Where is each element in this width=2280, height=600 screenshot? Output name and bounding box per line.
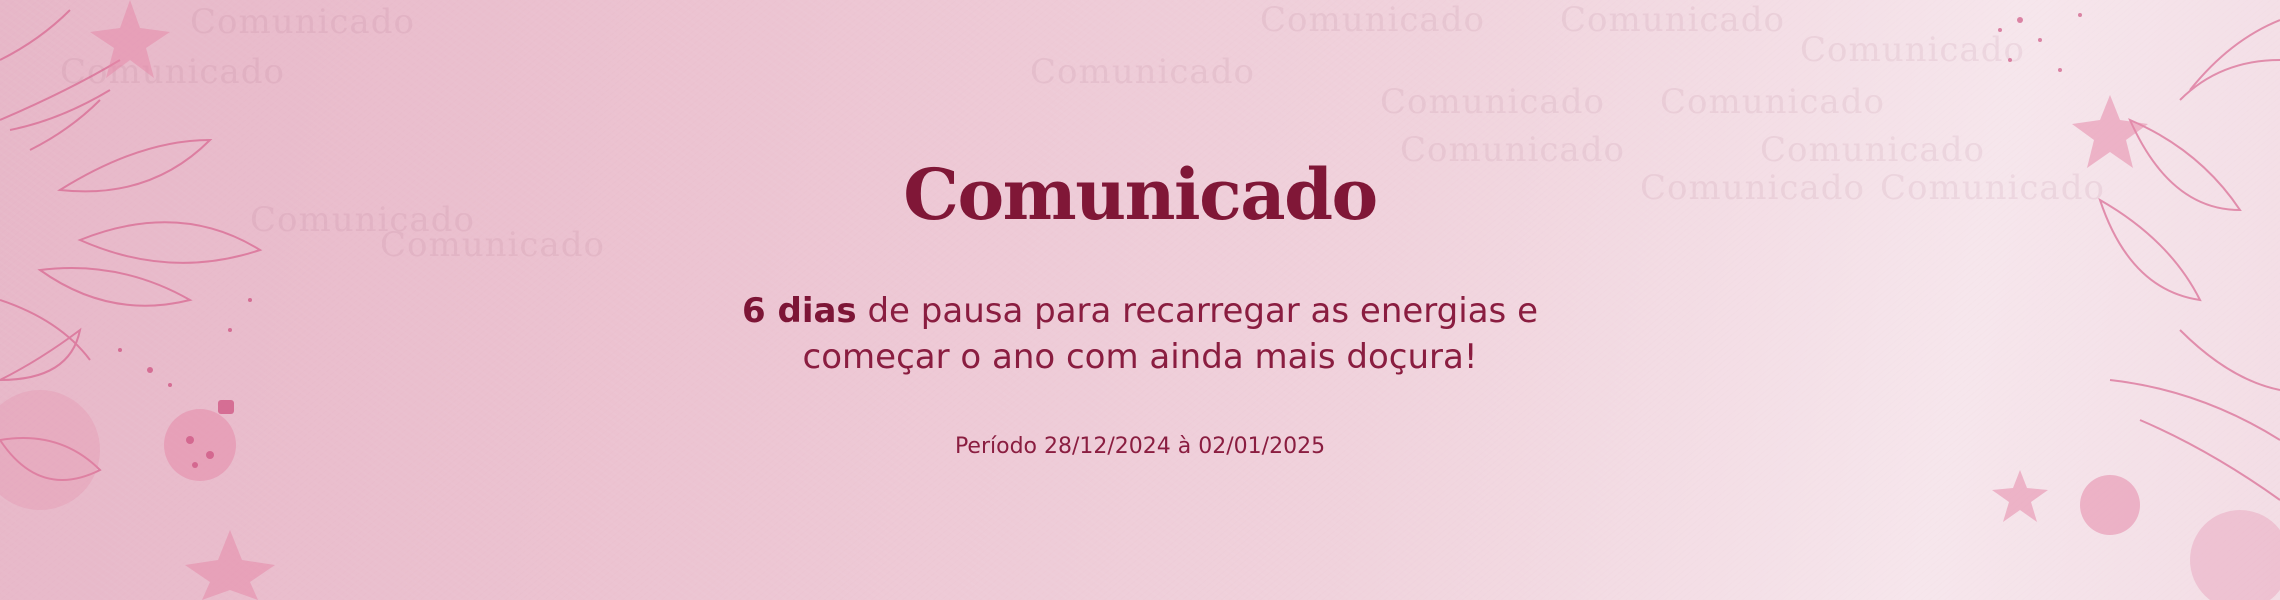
announcement-content: [640, 150, 1640, 459]
watermark-text: Comunicado: [1760, 130, 1985, 170]
floral-ornament-right: [1980, 0, 2280, 600]
watermark-text: Comunicado: [1380, 82, 1605, 122]
watermark-text: Comunicado: [190, 2, 415, 42]
watermark-text: Comunicado: [60, 52, 285, 92]
period-dates: Período 28/12/2024 à 02/01/2025: [954, 434, 1326, 459]
watermark-text: Comunicado: [250, 200, 475, 240]
announcement-headline: [640, 288, 1640, 380]
headline-emphasis: 6 dias: [742, 291, 857, 331]
watermark-text: Comunicado: [1260, 0, 1485, 40]
headline-line-1: [640, 288, 1640, 334]
watermark-text: Comunicado: [1400, 130, 1625, 170]
announcement-title: Comunicado: [903, 153, 1377, 236]
watermark-text: Comunicado: [1880, 168, 2105, 208]
watermark-text: Comunicado: [1800, 30, 2025, 70]
watermark-text: Comunicado: [380, 225, 605, 265]
watermark-text: Comunicado: [1640, 168, 1865, 208]
floral-ornament-left: [0, 0, 360, 600]
headline-line-2: começar o ano com ainda mais doçura!: [802, 337, 1478, 377]
watermark-text: Comunicado: [1030, 52, 1255, 92]
watermark-text: Comunicado: [1560, 0, 1785, 40]
headline-text: de pausa para recarregar as energias e: [856, 291, 1538, 331]
watermark-text: Comunicado: [1660, 82, 1885, 122]
